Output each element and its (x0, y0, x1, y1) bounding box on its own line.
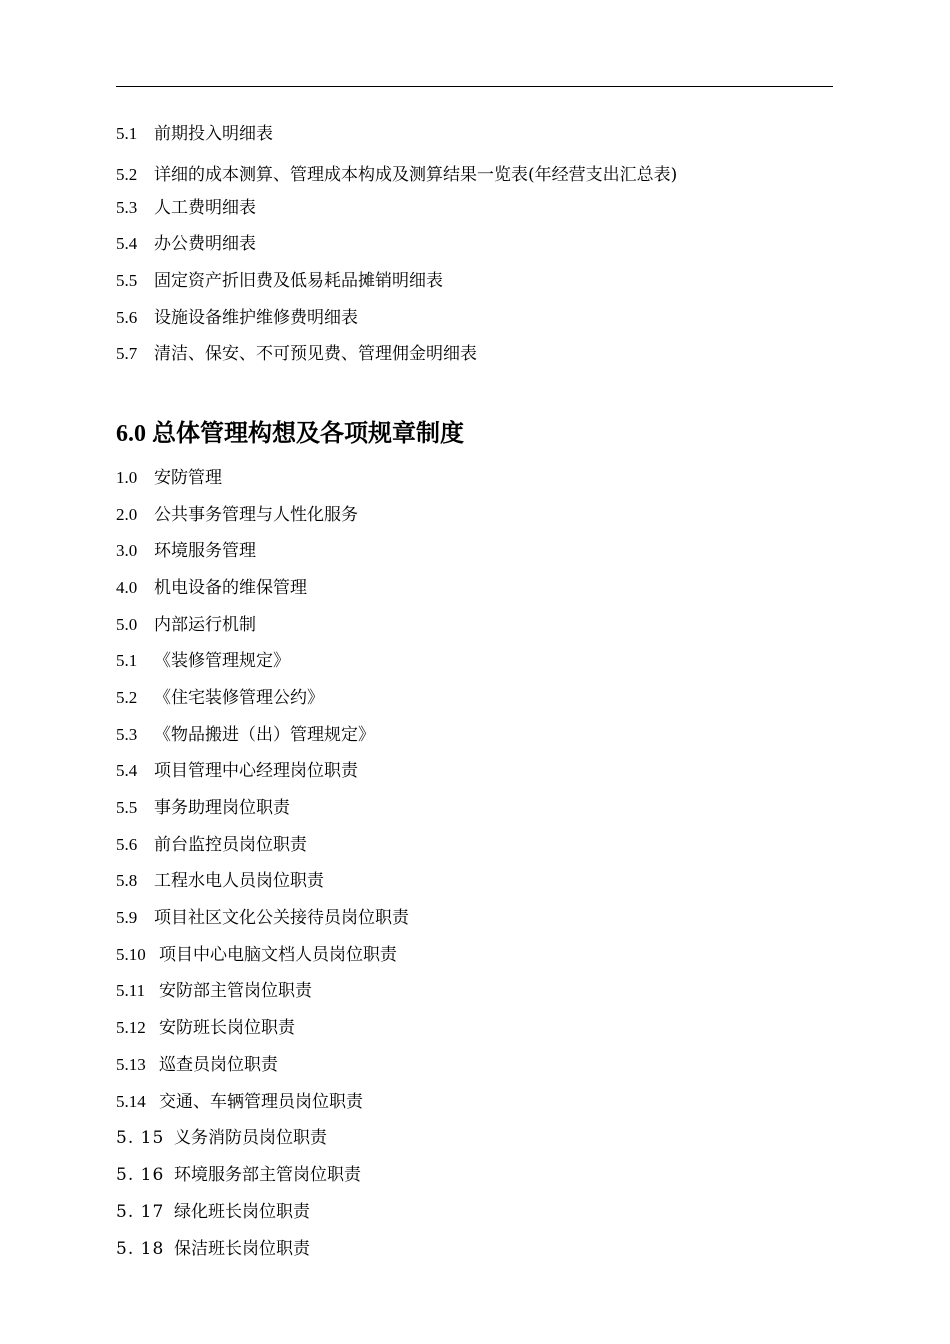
toc-item-number: 5.10 (116, 945, 146, 964)
toc-item-text: 工程水电人员岗位职责 (154, 871, 324, 891)
toc-item-text: 前台监控员岗位职责 (154, 835, 307, 855)
toc-item-text: 前期投入明细表 (154, 124, 273, 144)
toc-item-text: 详细的成本测算、管理成本构成及测算结果一览表(年经营支出汇总表) (154, 165, 678, 185)
toc-item (116, 540, 256, 562)
toc-item-text: 《住宅装修管理公约》 (154, 688, 324, 708)
toc-item (116, 614, 256, 636)
toc-item-text: 人工费明细表 (154, 198, 256, 218)
toc-item-text: 项目管理中心经理岗位职责 (154, 761, 358, 781)
toc-item-number: 5.6 (116, 835, 138, 854)
toc-item-number: 5. 16 (116, 1165, 165, 1185)
toc-item (116, 164, 677, 186)
toc-item-number: 5.11 (116, 981, 146, 1000)
toc-item-text: 内部运行机制 (154, 615, 256, 635)
toc-item (116, 980, 312, 1002)
toc-item (116, 687, 324, 709)
toc-item-number: 5.7 (116, 344, 138, 363)
toc-item (116, 834, 307, 856)
toc-item-number: 5. 18 (116, 1239, 165, 1259)
toc-item-text: 事务助理岗位职责 (154, 798, 290, 818)
toc-item-text: 安防部主管岗位职责 (159, 981, 312, 1001)
section-heading: 6.0 总体管理构想及各项规章制度 (116, 421, 464, 447)
toc-item-number: 5.1 (116, 124, 138, 143)
toc-item (116, 307, 358, 329)
toc-item (116, 1017, 295, 1039)
toc-item-number: 4.0 (116, 578, 138, 597)
toc-item (116, 797, 290, 819)
toc-item-text: 保洁班长岗位职责 (174, 1239, 310, 1259)
toc-item-text: 义务消防员岗位职责 (174, 1128, 327, 1148)
toc-item-number: 5.5 (116, 798, 138, 817)
toc-item-number: 3.0 (116, 541, 138, 560)
toc-item-text: 《物品搬进（出）管理规定》 (154, 725, 375, 745)
header-rule (116, 86, 833, 87)
toc-item (116, 1091, 363, 1113)
toc-item-text: 安防管理 (154, 468, 222, 488)
toc-item (116, 907, 409, 929)
toc-item-number: 5.14 (116, 1092, 146, 1111)
toc-item-number: 5.0 (116, 615, 138, 634)
toc-item-text: 清洁、保安、不可预见费、管理佣金明细表 (154, 344, 477, 364)
toc-item-number: 5.3 (116, 198, 138, 217)
toc-item (116, 724, 375, 746)
toc-item-number: 2.0 (116, 505, 138, 524)
toc-item (116, 1238, 310, 1260)
toc-item (116, 1054, 278, 1076)
toc-item-number: 5.4 (116, 761, 138, 780)
toc-item-text: 办公费明细表 (154, 234, 256, 254)
toc-item-text: 环境服务管理 (154, 541, 256, 561)
toc-item-text: 交通、车辆管理员岗位职责 (159, 1092, 363, 1112)
toc-item-number: 5. 17 (116, 1202, 165, 1222)
toc-item (116, 1127, 327, 1149)
toc-item (116, 1201, 310, 1223)
toc-item-number: 5.2 (116, 165, 138, 184)
toc-item (116, 944, 397, 966)
toc-item-text: 项目社区文化公关接待员岗位职责 (154, 908, 409, 928)
toc-item-number: 5.6 (116, 308, 138, 327)
toc-item-number: 5.2 (116, 688, 138, 707)
toc-item (116, 270, 443, 292)
toc-item (116, 233, 256, 255)
toc-item (116, 650, 290, 672)
toc-item-number: 5.8 (116, 871, 138, 890)
toc-item-text: 巡查员岗位职责 (159, 1055, 278, 1075)
toc-item-text: 《装修管理规定》 (154, 651, 290, 671)
toc-item-number: 5.4 (116, 234, 138, 253)
toc-item-text: 设施设备维护维修费明细表 (154, 308, 358, 328)
toc-item-text: 固定资产折旧费及低易耗品摊销明细表 (154, 271, 443, 291)
toc-item-number: 5.1 (116, 651, 138, 670)
toc-item (116, 504, 358, 526)
toc-item (116, 467, 222, 489)
toc-item (116, 197, 256, 219)
toc-item (116, 123, 273, 145)
toc-item (116, 870, 324, 892)
toc-item-text: 项目中心电脑文档人员岗位职责 (159, 945, 397, 965)
toc-item-number: 5.12 (116, 1018, 146, 1037)
toc-item (116, 760, 358, 782)
toc-item-number: 5. 15 (116, 1128, 165, 1148)
toc-item-text: 安防班长岗位职责 (159, 1018, 295, 1038)
toc-item (116, 1164, 361, 1186)
toc-item-text: 环境服务部主管岗位职责 (174, 1165, 361, 1185)
toc-item-number: 5.5 (116, 271, 138, 290)
toc-item-number: 1.0 (116, 468, 138, 487)
toc-item-number: 5.9 (116, 908, 138, 927)
toc-item-number: 5.13 (116, 1055, 146, 1074)
toc-item (116, 343, 477, 365)
toc-item-text: 公共事务管理与人性化服务 (154, 505, 358, 525)
toc-item-text: 机电设备的维保管理 (154, 578, 307, 598)
toc-item-number: 5.3 (116, 725, 138, 744)
toc-item-text: 绿化班长岗位职责 (174, 1202, 310, 1222)
toc-item (116, 577, 307, 599)
